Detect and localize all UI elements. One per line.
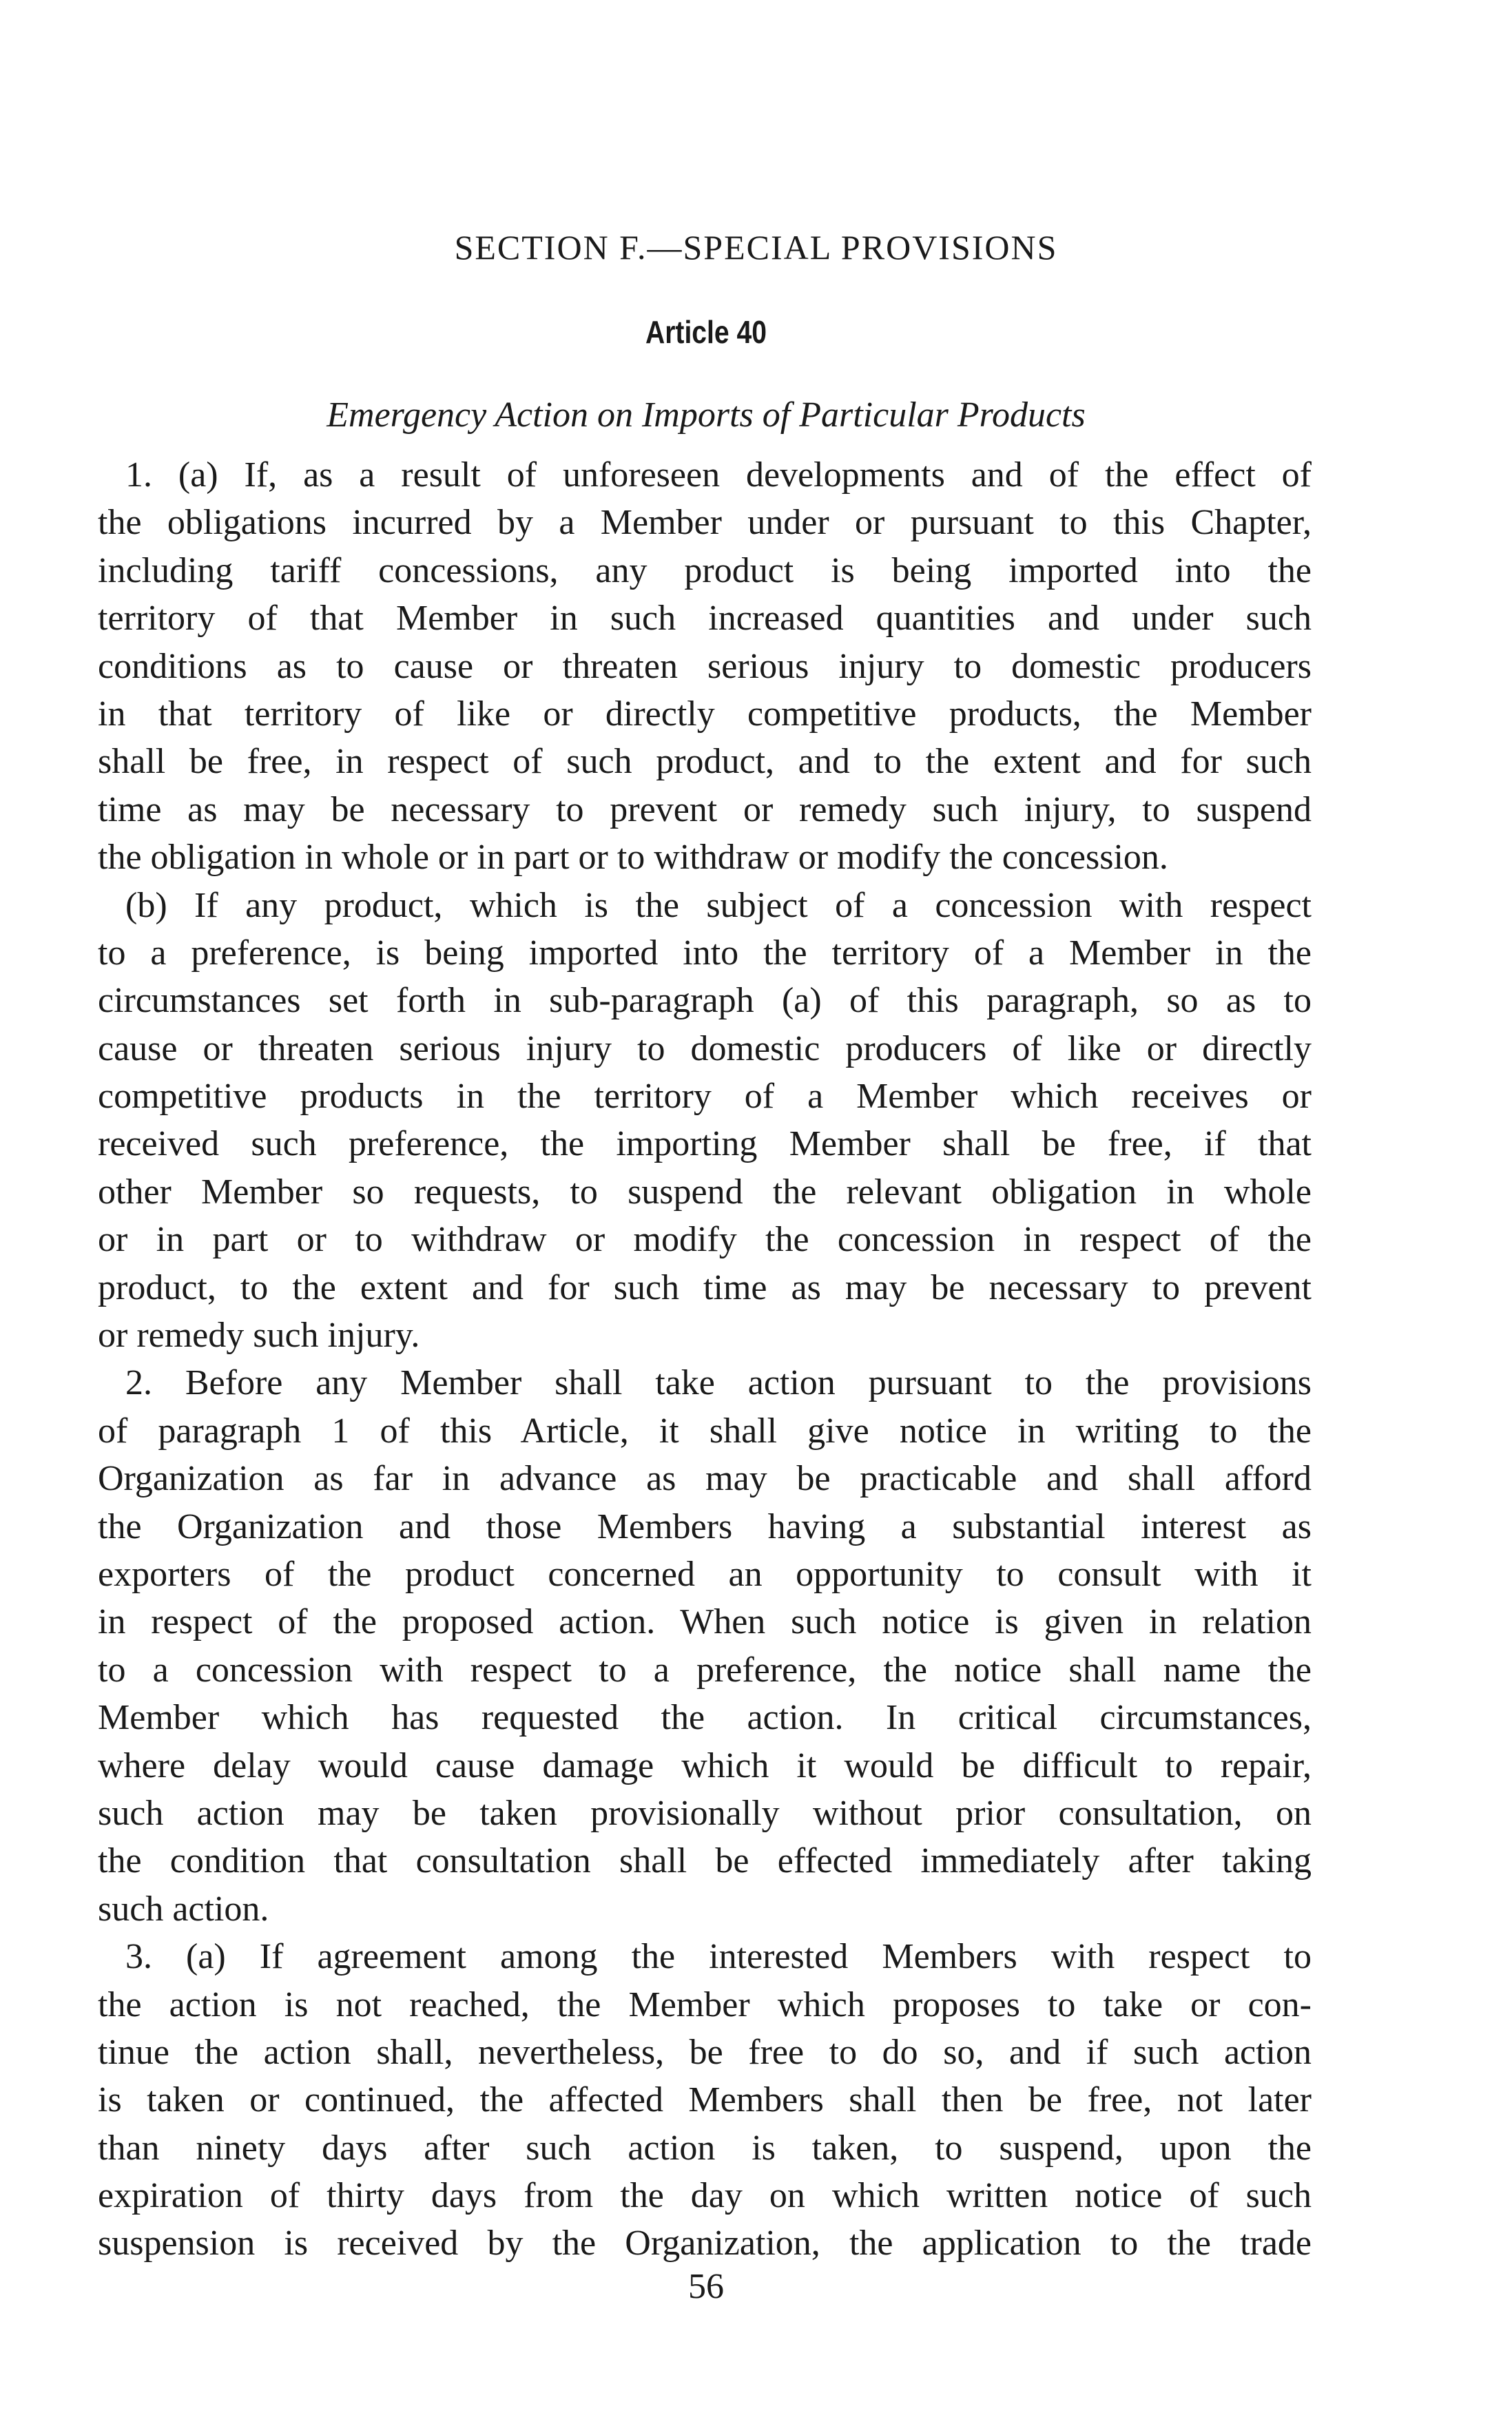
text-line: where delay would cause damage which it would be difficult to repair, (98, 1745, 1312, 1785)
paragraph (98, 451, 1312, 882)
text-line: such action may be taken provisionally without prior consultation, on (98, 1793, 1312, 1833)
text-line: (b) If any product, which is the subject of a concession with respect (125, 885, 1312, 925)
text-line: conditions as to cause or threaten serious injury to domestic producers (98, 646, 1312, 686)
text-line: to a preference, is being imported into the territory of a Member in the (98, 933, 1312, 973)
paragraph (98, 1359, 1312, 1933)
text-line: is taken or continued, the affected Members shall then be free, not later (98, 2080, 1312, 2120)
text-line: the action is not reached, the Member which proposes to take or con- (98, 1985, 1312, 2024)
text-line: product, to the extent and for such time as may be necessary to prevent (98, 1267, 1312, 1307)
text-line: 2. Before any Member shall take action pursuant to the provisions (125, 1363, 1312, 1403)
text-line: tinue the action shall, nevertheless, be free to do so, and if such action (98, 2032, 1312, 2072)
text-line: the Organization and those Members having a substantial interest as (98, 1506, 1312, 1546)
paragraph (98, 1933, 1312, 2268)
text-line: 3. (a) If agreement among the interested Members with respect to (125, 1937, 1312, 1977)
text-line: circumstances set forth in sub-paragraph (a) of this paragraph, so as to (98, 981, 1312, 1021)
text-line: exporters of the product concerned an opportunity to consult with it (98, 1554, 1312, 1594)
paragraph (98, 882, 1312, 1360)
text-line: of paragraph 1 of this Article, it shall give notice in writing to the (98, 1411, 1312, 1451)
text-line: including tariff concessions, any product is being imported into the (98, 550, 1312, 590)
text-line: the condition that consultation shall be effected immediately after taking (98, 1841, 1312, 1881)
text-line: competitive products in the territory of a Member which receives or (98, 1077, 1312, 1117)
article-subtitle: Emergency Action on Imports of Particular Products (327, 395, 1086, 435)
text-line: in that territory of like or directly competitive products, the Member (98, 694, 1312, 734)
text-line: to a concession with respect to a preference, the notice shall name the (98, 1650, 1312, 1690)
text-line: such action. (98, 1889, 269, 1929)
text-line: 1. (a) If, as a result of unforeseen developments and of the effect of (125, 455, 1312, 495)
text-line: or in part or to withdraw or modify the concession in respect of the (98, 1220, 1312, 1260)
text-line: cause or threaten serious injury to domestic producers of like or directly (98, 1028, 1312, 1068)
text-line: than ninety days after such action is taken, to suspend, upon the (98, 2128, 1312, 2168)
text-line: Member which has requested the action. In critical circumstances, (98, 1698, 1312, 1738)
text-line: suspension is received by the Organization, the application to the trade (98, 2224, 1312, 2263)
text-line: shall be free, in respect of such product, and to the extent and for such (98, 742, 1312, 782)
text-line: the obligations incurred by a Member under or pursuant to this Chapter, (98, 503, 1312, 543)
text-line: the obligation in whole or in part or to withdraw or modify the concession. (98, 838, 1168, 878)
text-line: other Member so requests, to suspend the relevant obligation in whole (98, 1172, 1312, 1212)
section-heading: SECTION F.—SPECIAL PROVISIONS (454, 228, 1058, 267)
text-line: time as may be necessary to prevent or remedy such injury, to suspend (98, 789, 1312, 829)
article-title: Article 40 (645, 314, 767, 350)
article-body (98, 451, 1312, 2268)
text-line: received such preference, the importing Member shall be free, if that (98, 1124, 1312, 1164)
text-line: Organization as far in advance as may be practicable and shall afford (98, 1459, 1312, 1499)
text-line: expiration of thirty days from the day on which written notice of such (98, 2176, 1312, 2216)
text-line: in respect of the proposed action. When such notice is given in relation (98, 1602, 1312, 1642)
text-line: or remedy such injury. (98, 1316, 420, 1356)
page-number: 56 (688, 2267, 724, 2306)
text-line: territory of that Member in such increased quantities and under such (98, 599, 1312, 639)
